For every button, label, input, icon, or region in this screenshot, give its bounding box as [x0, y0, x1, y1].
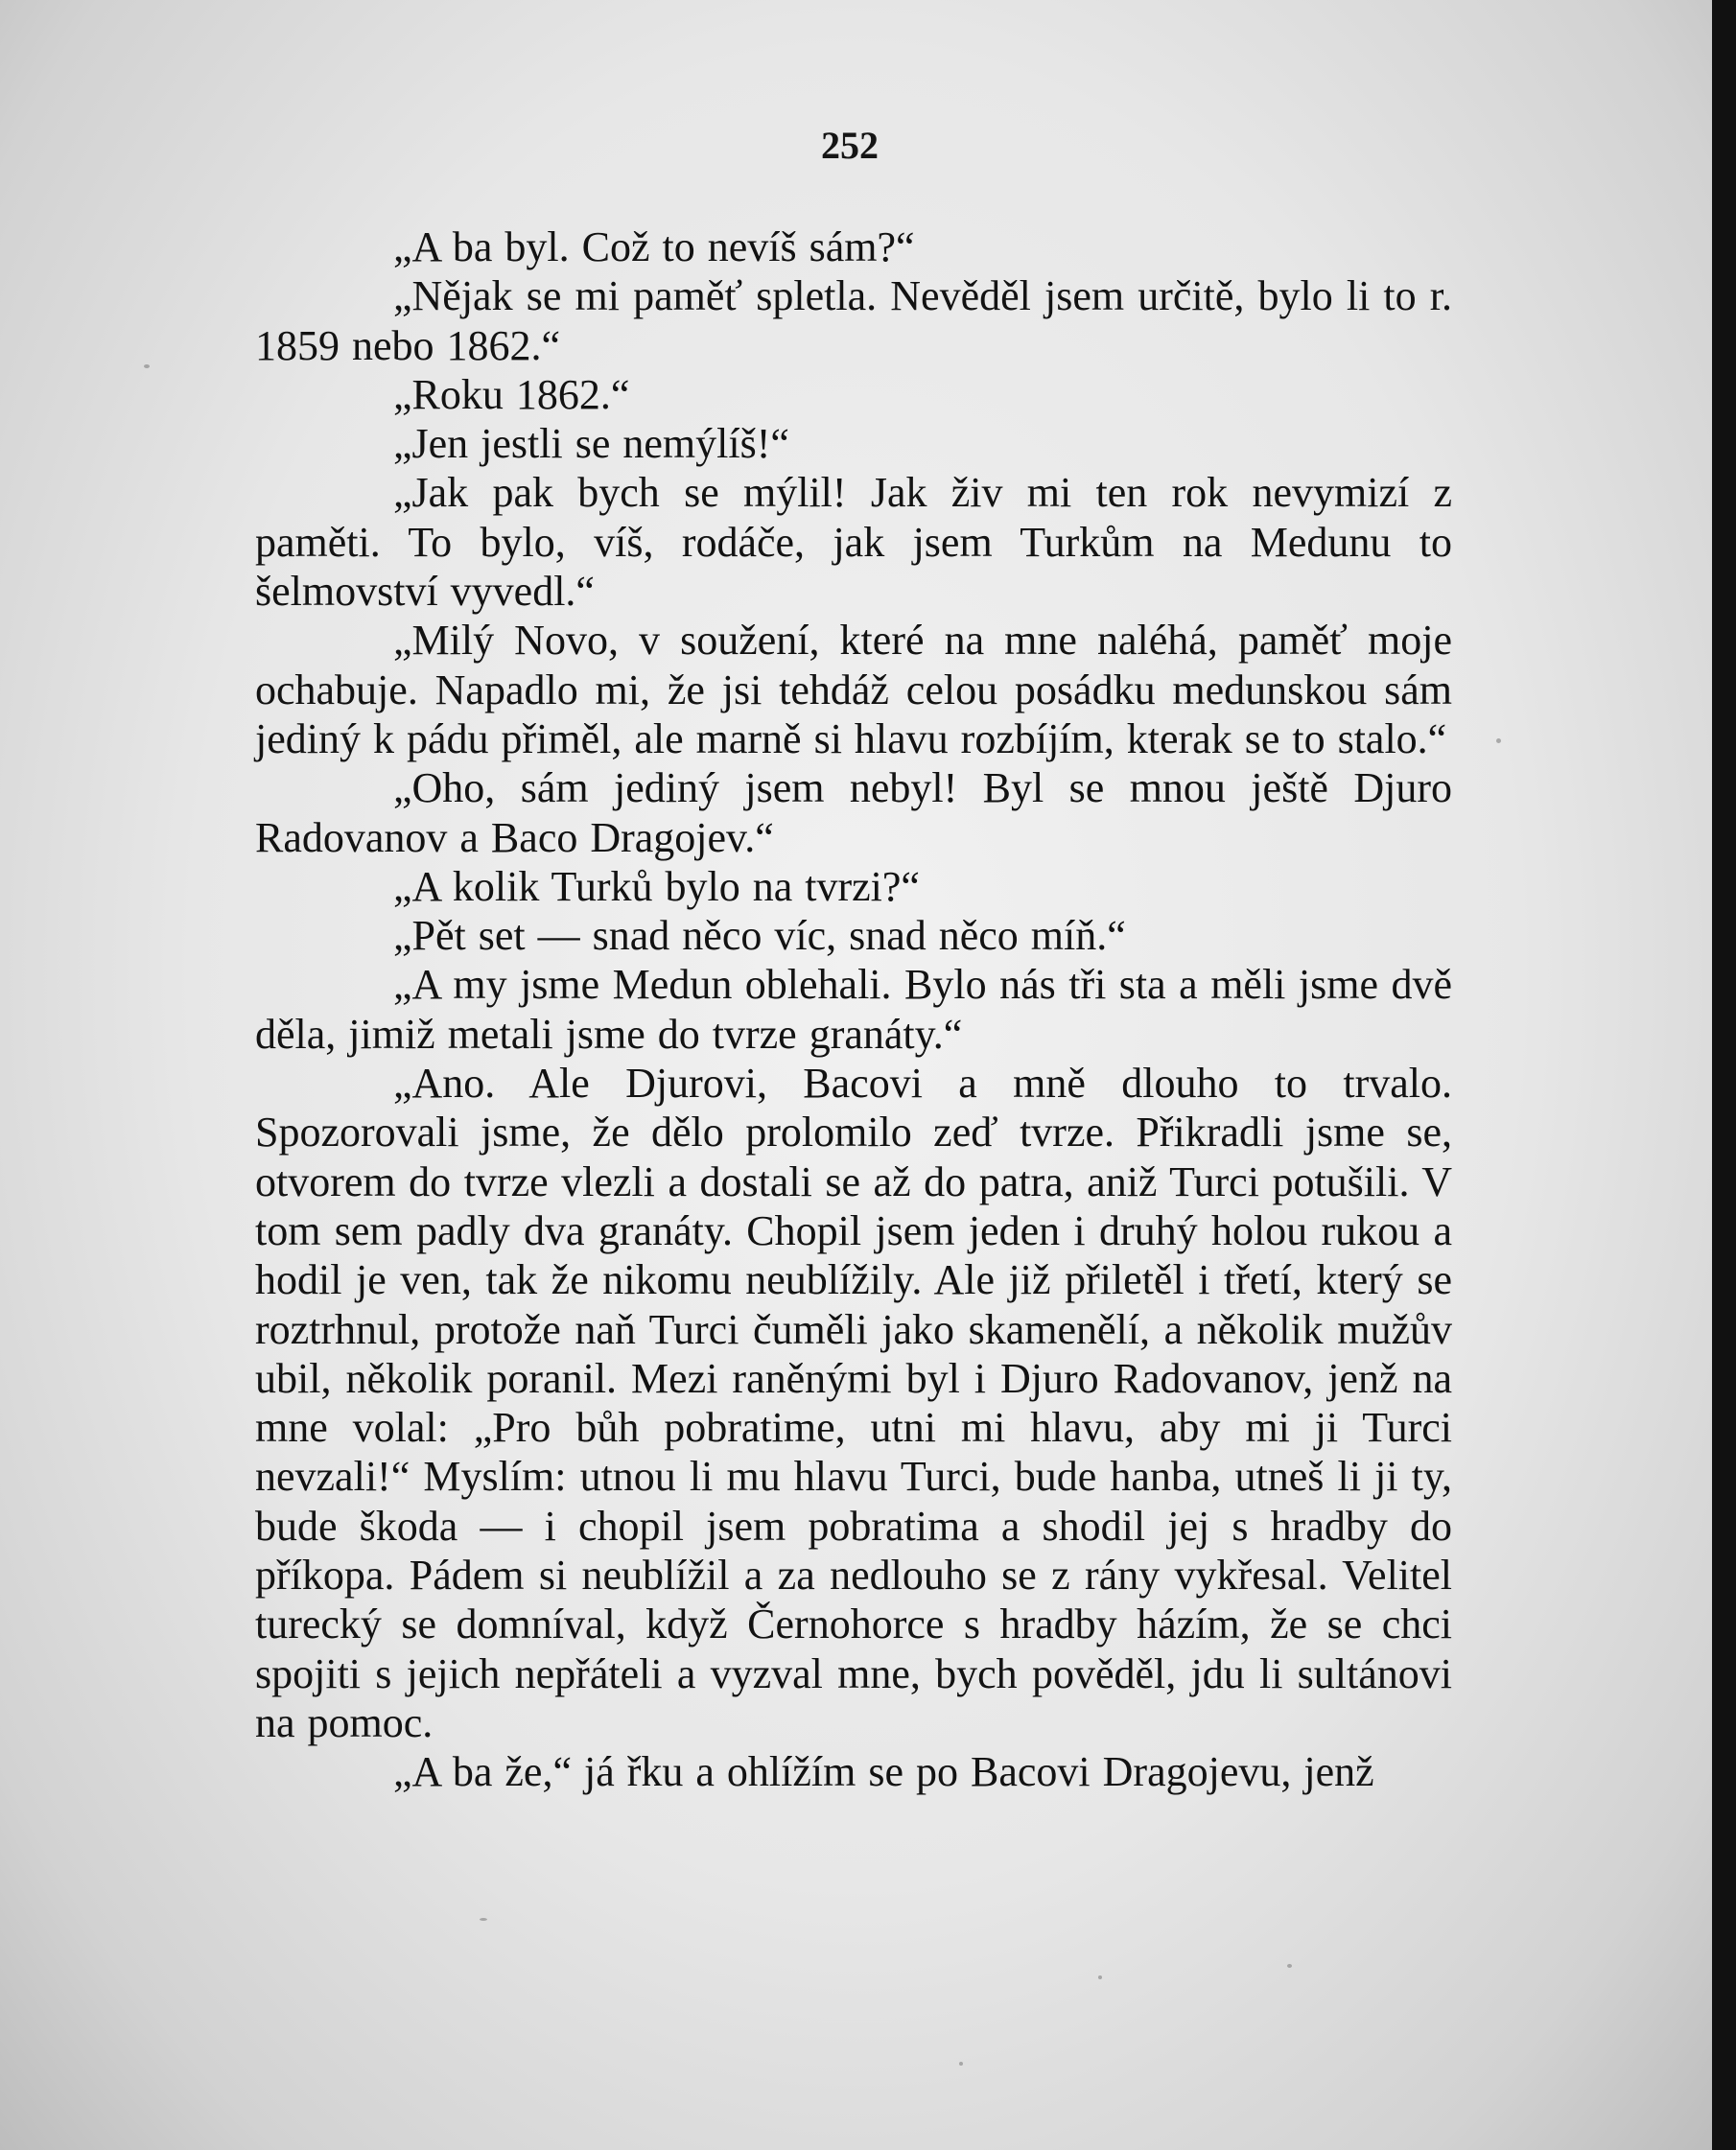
page-edge-shadow	[1712, 0, 1736, 2150]
paragraph-6: „Milý Novo, v soužení, které na mne naléhá, paměť moje ochabuje. Napadlo mi, že jsi tehdáž celou posádku medunskou sám jediný k pádu přiměl, ale marně si hlavu rozbíjím, kterak se to stalo.“	[255, 617, 1452, 762]
paragraph-3: „Roku 1862.“	[393, 370, 630, 418]
page-number: 252	[821, 124, 879, 167]
scan-speck	[1496, 738, 1501, 743]
text-body	[255, 222, 1452, 1797]
scan-speck	[1287, 1964, 1292, 1968]
scan-speck	[959, 2062, 963, 2066]
paragraph-11: „Ano. Ale Djurovi, Bacovi a mně dlouho to trvalo. Spozorovali jsme, že dělo prolomilo zeď tvrze. Přikradli jsme se, otvorem do tvrze vlezli a dostali se až do patra, aniž Turci potušili. V tom sem padly dva granáty. Chopil jsem jeden i druhý holou rukou a hodil je ven, tak že nikomu neublížily. Ale již přiletěl i třetí, který se roztrhnul, protože naň Turci čuměli jako skamenělí, a několik mužův ubil, několik poranil. Mezi raněnými byl i Djuro Radovanov, jenž na mne volal: „Pro bůh pobratime, utni mi hlavu, aby mi ji Turci nevzali!“ Myslím: utnou li mu hlavu Turci, bude hanba, utneš li ji ty, bude škoda — i chopil jsem pobratima a shodil jej s hradby do příkopa. Pádem si neublížil a za nedlouho se z rány vykřesal. Velitel turecký se domníval, když Černohorce s hradby házím, že se chci spojiti s jejich nepřáteli a vyzval mne, bych pověděl, jdu li sultánovi na pomoc.	[255, 1060, 1452, 1746]
scan-speck	[144, 364, 150, 368]
scan-speck	[1098, 1975, 1102, 1979]
paragraph-1: „A ba byl. Což to nevíš sám?“	[393, 223, 915, 270]
paragraph-4: „Jen jestli se nemýlíš!“	[393, 420, 789, 468]
paragraph-10: „A my jsme Medun oblehali. Bylo nás tři sta a měli jsme dvě děla, jimiž metali jsme do tvrze granáty.“	[255, 961, 1452, 1058]
paragraph-12: „A ba že,“ já řku a ohlížím se po Bacovi Dragojevu, jenž	[393, 1748, 1374, 1796]
paragraph-2: „Nějak se mi paměť spletla. Nevěděl jsem určitě, bylo li to r. 1859 nebo 1862.“	[255, 272, 1452, 369]
scan-speck	[480, 1918, 487, 1921]
paragraph-7: „Oho, sám jediný jsem nebyl! Byl se mnou ještě Djuro Radovanov a Baco Dragojev.“	[255, 764, 1452, 861]
paragraph-8: „A kolik Turků bylo na tvrzi?“	[393, 862, 920, 910]
paragraph-5: „Jak pak bych se mýlil! Jak živ mi ten rok nevymizí z paměti. To bylo, víš, rodáče, jak jsem Turkům na Medunu to šelmovství vyvedl.“	[255, 469, 1452, 616]
paragraph-9: „Pět set — snad něco víc, snad něco míň.“	[393, 912, 1126, 960]
